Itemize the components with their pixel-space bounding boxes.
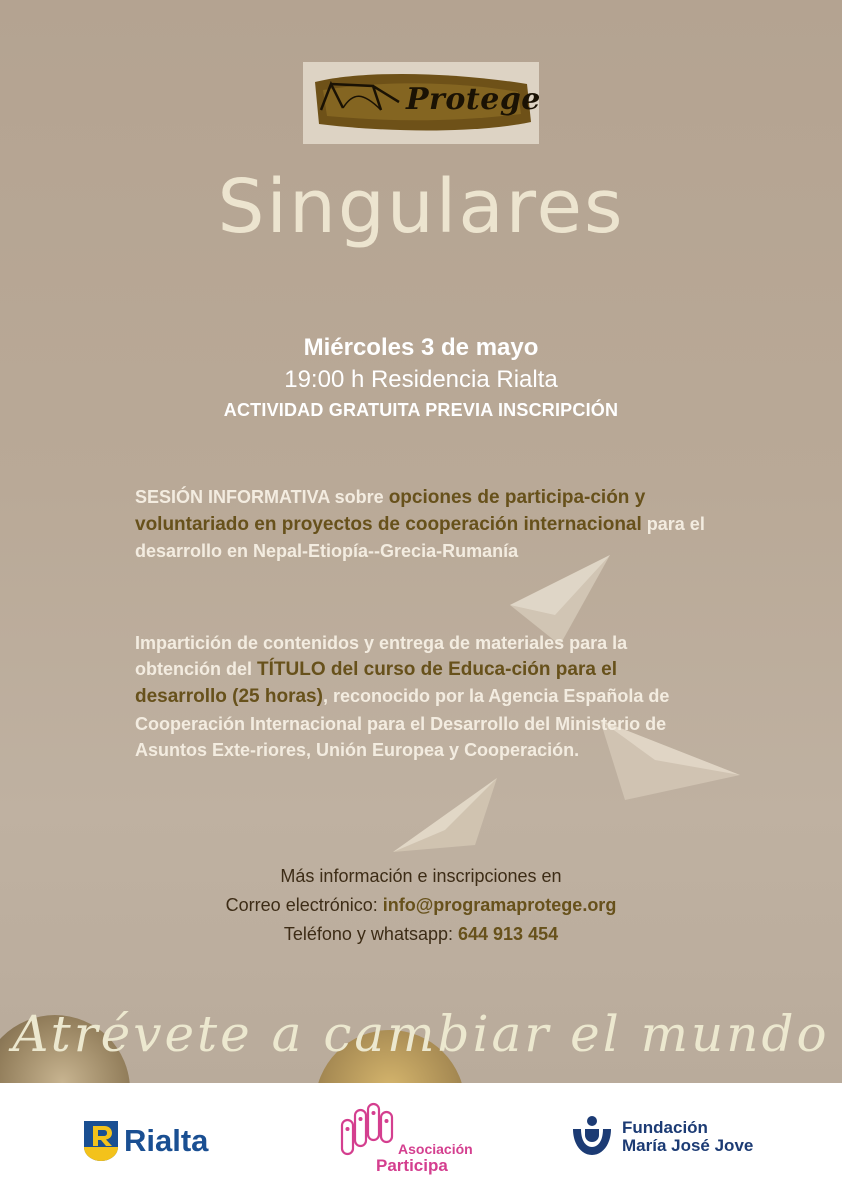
participa-label-1: Asociación [398, 1141, 473, 1157]
phone-number[interactable]: 644 913 454 [458, 924, 559, 944]
page-title: Singulares [217, 164, 625, 250]
participa-label-2: Participa [376, 1156, 448, 1175]
contact-intro: Más información e inscripciones en [280, 866, 562, 886]
contact-info [0, 862, 842, 949]
slogan: Atrévete a cambiar el mundo [12, 1005, 830, 1063]
rialta-r-icon [84, 1121, 118, 1161]
fmjj-line-2: María José Jove [622, 1136, 754, 1155]
logo-wordmark: Protege [406, 82, 541, 117]
highlight-text: TÍTULO del curso de Educa-ción para el desarrollo (25 horas) [135, 659, 618, 708]
text-fragment: sobre [329, 487, 389, 507]
session-lead: SESIÓN INFORMATIVA [135, 487, 330, 507]
phone-label: Teléfono y whatsapp: [283, 924, 458, 944]
rialta-wordmark: Rialta [124, 1123, 209, 1158]
participa-hands-icon [336, 1102, 406, 1162]
event-note: ACTIVIDAD GRATUITA PREVIA INSCRIPCIÓN [223, 400, 619, 420]
event-date: Miércoles 3 de mayo [303, 334, 539, 361]
text-fragment: , reconocido por la Agencia Española de Cooperación Internacional para el Desarrollo del Ministerio de Asuntos Exte-riores, Unión Europea y Cooperación. [135, 686, 670, 760]
participa-logo [336, 1102, 486, 1177]
course-description [135, 630, 707, 763]
paper-plane-icon [385, 770, 505, 860]
highlight-text: opciones de participa-ción y voluntariado en proyectos de cooperación internacional [135, 487, 646, 536]
fmjj-logo [570, 1115, 753, 1159]
text-fragment: para el desarrollo en Nepal-Etiopía--Grecia-Rumanía [135, 514, 705, 562]
email-link[interactable]: info@programaprotege.org [382, 895, 617, 915]
fmjj-wordmark [622, 1119, 753, 1155]
text-fragment: Impartición de contenidos y entrega de materiales para la obtención del [135, 633, 628, 680]
contact-email-line [0, 891, 842, 920]
session-description [135, 484, 707, 565]
email-label: Correo electrónico: [225, 895, 383, 915]
rialta-logo [84, 1121, 208, 1161]
fmjj-emblem-icon [570, 1115, 614, 1159]
event-time-place: 19:00 h Residencia Rialta [284, 366, 558, 393]
fmjj-line-1: Fundación [622, 1118, 708, 1137]
protege-logo [303, 62, 539, 144]
contact-phone-line [0, 920, 842, 949]
